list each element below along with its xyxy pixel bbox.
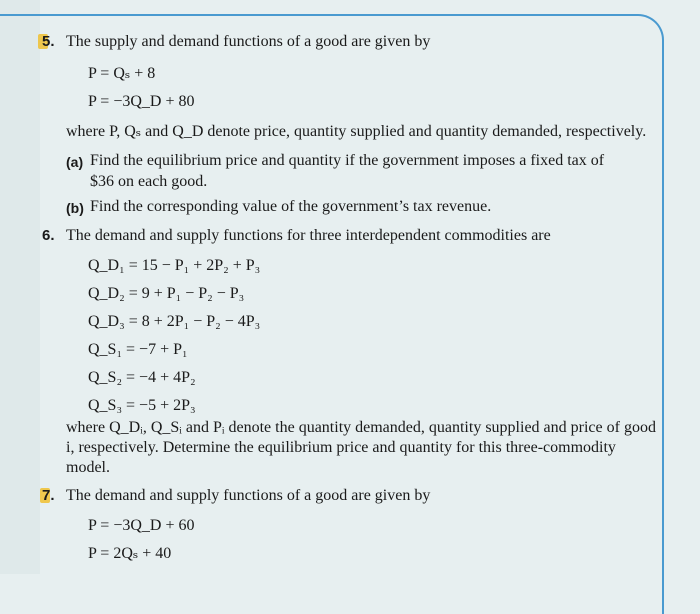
problem-5-number: 5. bbox=[42, 33, 55, 50]
problem-5b-label: (b) bbox=[66, 200, 84, 216]
problem-7-intro: The demand and supply functions of a good are given by bbox=[66, 487, 431, 504]
problem-5a-label: (a) bbox=[66, 154, 84, 170]
problem-5-eq2: P = −3Q_D + 80 bbox=[88, 93, 195, 110]
problem-6-eq6: Q_S₃ = −5 + 2P₃ bbox=[88, 397, 196, 414]
problem-7-eq2: P = 2Qₛ + 40 bbox=[88, 545, 172, 562]
problem-7-eq1: P = −3Q_D + 60 bbox=[88, 517, 195, 534]
problem-5-eq1: P = Qₛ + 8 bbox=[88, 65, 156, 82]
problem-6-number: 6. bbox=[42, 227, 55, 244]
problem-6-where-line1: where Q_Dᵢ, Q_Sᵢ and Pᵢ denote the quantity demanded, quantity supplied and price of good bbox=[66, 419, 656, 436]
problem-5-intro: The supply and demand functions of a good are given by bbox=[66, 33, 431, 50]
problem-6-eq2: Q_D₂ = 9 + P₁ − P₂ − P₃ bbox=[88, 285, 245, 302]
problem-6-eq5: Q_S₂ = −4 + 4P₂ bbox=[88, 369, 196, 386]
problem-6-eq3: Q_D₃ = 8 + 2P₁ − P₂ − 4P₃ bbox=[88, 313, 261, 330]
problem-6-intro: The demand and supply functions for three interdependent commodities are bbox=[66, 227, 551, 244]
problem-6-eq4: Q_S₁ = −7 + P₁ bbox=[88, 341, 188, 358]
problem-6-where-line2: i, respectively. Determine the equilibrium price and quantity for this three-commodity bbox=[66, 439, 616, 456]
problem-5-where: where P, Qₛ and Q_D denote price, quantity supplied and quantity demanded, respectively. bbox=[66, 123, 647, 140]
problem-6-where-line3: model. bbox=[66, 459, 110, 476]
problem-5a-line2: $36 on each good. bbox=[90, 173, 208, 190]
problem-6-eq1: Q_D₁ = 15 − P₁ + 2P₂ + P₃ bbox=[88, 257, 261, 274]
problem-7-number: 7. bbox=[42, 487, 55, 504]
problem-5a-line1: Find the equilibrium price and quantity if the government imposes a fixed tax of bbox=[90, 152, 605, 169]
problem-5b-text: Find the corresponding value of the government’s tax revenue. bbox=[90, 198, 492, 215]
